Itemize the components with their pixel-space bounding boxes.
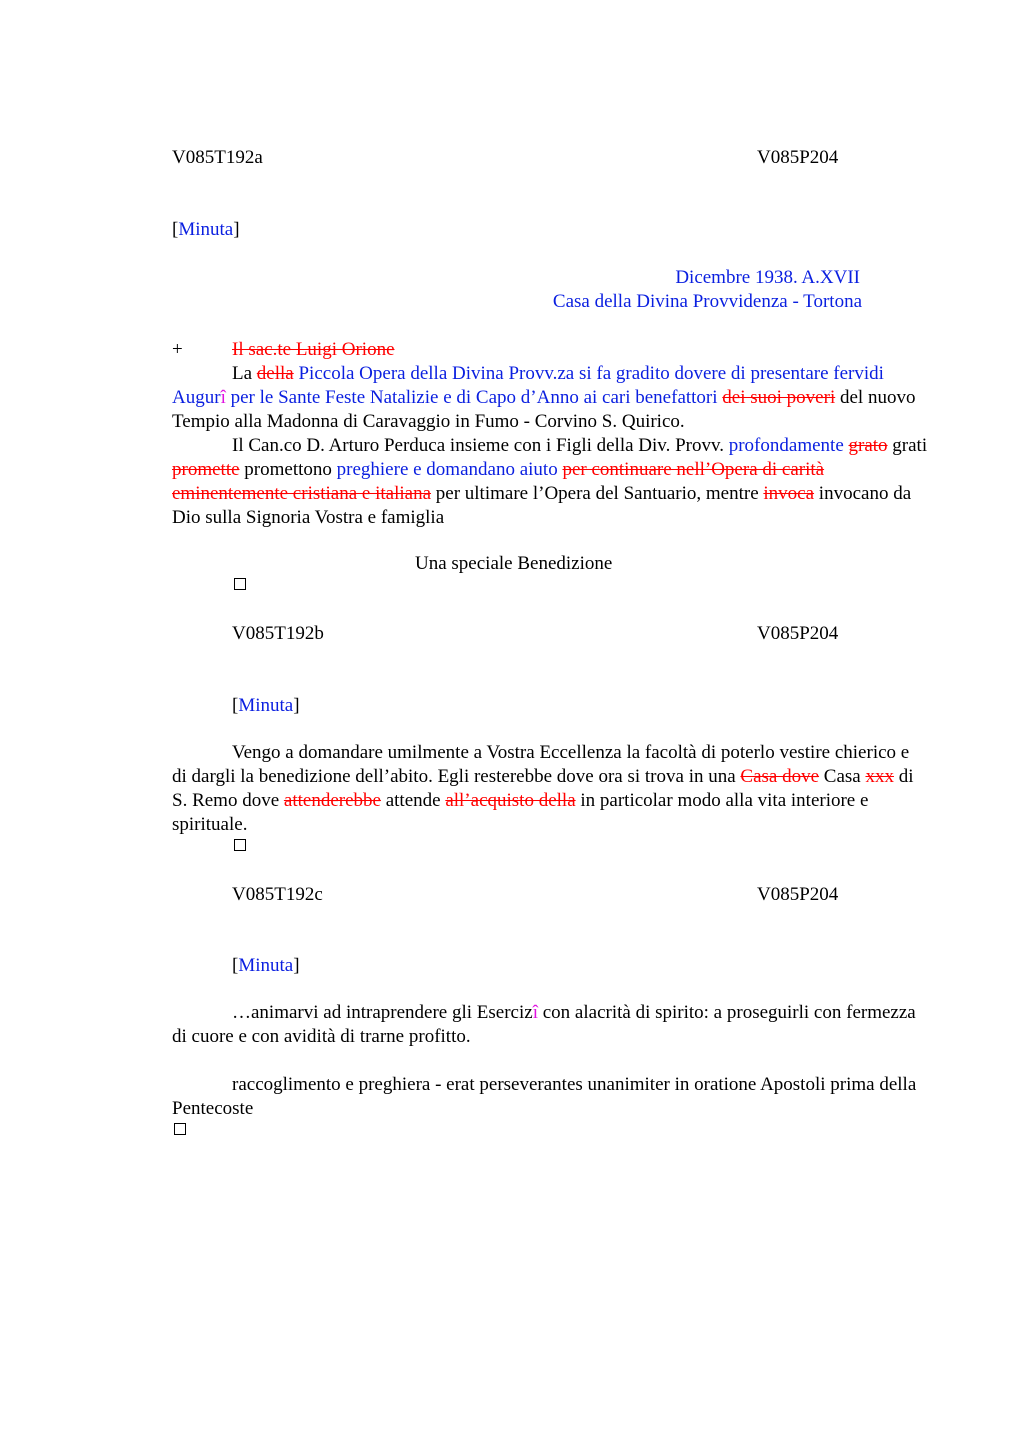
doc1-plus-sign: + bbox=[172, 339, 183, 360]
doc3-minuta-label: [Minuta] bbox=[232, 955, 300, 976]
doc1-code-right: V085P204 bbox=[757, 147, 839, 168]
doc3-end-box-icon bbox=[174, 1123, 186, 1135]
doc2-paragraph-1: Vengo a domandare umilmente a Vostra Eccellenza la facoltà di poterlo vestire chierico e di dargli la benedizione dell’abito. Egli resterebbe dove ora si trova in una Casa dove Casa xxx di S. Remo dove attenderebbe attende all’acquisto della in particolar modo alla vita interiore e spirituale. bbox=[172, 742, 914, 835]
doc1-end-box-icon bbox=[234, 578, 246, 590]
doc1-paragraph-1: La della Piccola Opera della Divina Provv.za si fa gradito dovere di presentare fervidi Augurî per le Sante Feste Natalizie e di Capo d’Anno ai cari benefattori dei suoi poveri del nuovo Tempio alla Madonna di Caravaggio in Fumo - Corvino S. Quirico. bbox=[172, 363, 916, 432]
doc1-blessing: Una speciale Benedizione bbox=[415, 553, 613, 574]
doc1-place: Casa della Divina Provvidenza - Tortona bbox=[552, 291, 862, 312]
doc2-code-right: V085P204 bbox=[757, 623, 839, 644]
doc1-paragraph-2: Il Can.co D. Arturo Perduca insieme con i Figli della Div. Provv. profondamente grato grati promette promettono preghiere e domandano aiuto per continuare nell’Opera di carità eminentemente cristiana e italiana per ultimare l’Opera del Santuario, mentre invoca invocano da Dio sulla Signoria Vostra e famiglia bbox=[172, 435, 928, 528]
doc3-paragraph-1: …animarvi ad intraprendere gli Esercizî con alacrità di spirito: a proseguirli con fermezza di cuore e con avidità di trarne profitto. bbox=[172, 1002, 916, 1047]
doc1-code-left: V085T192a bbox=[172, 147, 263, 168]
doc2-end-box-icon bbox=[234, 839, 246, 851]
doc1-date: Dicembre 1938. A.XVII bbox=[675, 267, 860, 288]
doc3-paragraph-2: raccoglimento e preghiera - erat perseverantes unanimiter in oratione Apostoli prima della Pentecoste bbox=[172, 1074, 917, 1119]
doc2-code-left: V085T192b bbox=[232, 623, 324, 644]
doc3-code-left: V085T192c bbox=[232, 884, 323, 905]
doc2-minuta-label: [Minuta] bbox=[232, 695, 300, 716]
doc1-minuta-label: [Minuta] bbox=[172, 219, 240, 240]
doc3-code-right: V085P204 bbox=[757, 884, 839, 905]
doc1-struck-signature: Il sac.te Luigi Orione bbox=[232, 339, 395, 360]
